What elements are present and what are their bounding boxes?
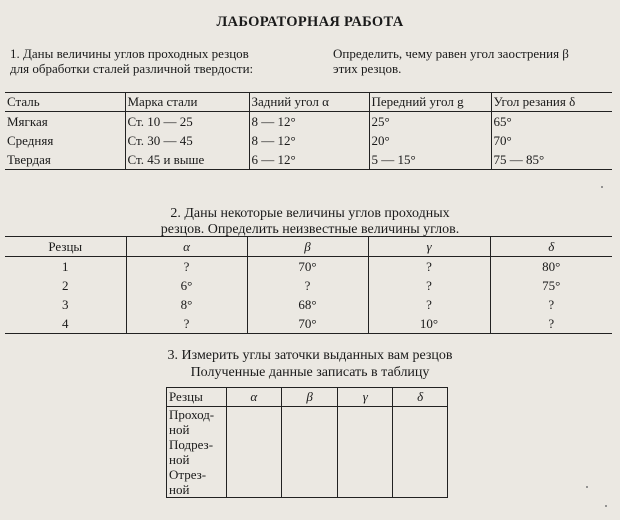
task1-line1: 1. Даны величины углов проходных резцов [10, 46, 249, 61]
table-row [5, 314, 612, 334]
task1-line2: для обработки сталей различной твердости: [10, 61, 254, 76]
table-row [5, 295, 612, 314]
table-cell: 1 [62, 258, 69, 274]
header-cell: Сталь [5, 93, 125, 112]
empty-cell[interactable] [393, 437, 448, 467]
table-cell: 8 — 12° [249, 112, 369, 132]
row-label [167, 437, 227, 467]
empty-cell[interactable] [281, 437, 338, 467]
table-cell: 80° [490, 257, 612, 277]
table-cell: 70° [247, 257, 368, 277]
table-row [167, 437, 448, 467]
table-cell: 8 — 12° [249, 131, 369, 150]
task3-line1: 3. Измерить углы заточки выданных вам резцов [167, 348, 453, 363]
table-cell: 75 — 85° [491, 150, 612, 170]
table-cell: 68° [247, 295, 368, 314]
row-label-line: ной [169, 451, 190, 467]
table-row [5, 257, 612, 277]
table-row [5, 112, 612, 132]
table-cell: 25° [369, 112, 491, 132]
header-cell: β [247, 237, 368, 257]
task3-statement [0, 347, 620, 381]
empty-cell[interactable] [226, 437, 281, 467]
table-row [5, 150, 612, 170]
table-cell: Ст. 30 — 45 [125, 131, 249, 150]
empty-cell[interactable] [281, 467, 338, 498]
task1-question [333, 46, 569, 76]
empty-cell[interactable] [226, 407, 281, 438]
table-cell: ? [126, 257, 247, 277]
empty-cell[interactable] [338, 467, 393, 498]
row-label-line: Подрез- [169, 437, 214, 452]
table-row [5, 276, 612, 295]
table-header-row [5, 93, 612, 112]
table-header-row [5, 237, 612, 257]
table-cell: Твердая [5, 150, 125, 170]
table-row [167, 467, 448, 498]
table-cell: ? [126, 314, 247, 334]
row-label-line: ной [169, 481, 190, 497]
table-cell: 4 [5, 314, 126, 334]
table-cell: ? [490, 314, 612, 334]
paper-speck [605, 505, 607, 507]
table-cell: 6° [126, 276, 247, 295]
table-cell: ? [490, 295, 612, 314]
header-cell: δ [490, 237, 612, 257]
task1-statement [10, 46, 253, 76]
table-cell: Мягкая [7, 113, 48, 129]
task2-statement [0, 206, 620, 238]
header-cell: β [281, 388, 338, 407]
task2-line1: 2. Даны некоторые величины углов проходных [170, 206, 450, 221]
paper-speck [601, 186, 603, 188]
table-cell: 20° [369, 131, 491, 150]
table-cell: 6 — 12° [249, 150, 369, 170]
table-cell: 2 [62, 277, 69, 293]
header-cell: γ [338, 388, 393, 407]
table-cell: Ст. 45 и выше [125, 150, 249, 170]
empty-cell[interactable] [393, 467, 448, 498]
table-cell: Средняя [7, 132, 54, 148]
empty-cell[interactable] [393, 407, 448, 438]
table-cell: 8° [126, 295, 247, 314]
row-label-line: ной [169, 421, 190, 437]
header-cell: α [126, 237, 247, 257]
table-cell: ? [368, 276, 490, 295]
table-cell: ? [368, 257, 490, 277]
task1-question-line1: Определить, чему равен угол заострения β [333, 46, 569, 61]
table-cell: 65° [491, 112, 612, 132]
steel-angles-table [5, 92, 612, 170]
page-title: ЛАБОРАТОРНАЯ РАБОТА [216, 14, 404, 30]
table-cell: 10° [368, 314, 490, 334]
task1-question-line2: этих резцов. [333, 61, 402, 76]
header-cell: Резцы [5, 237, 126, 257]
measurement-table [166, 387, 448, 498]
header-cell: δ [393, 388, 448, 407]
cutter-angles-table [5, 236, 612, 334]
empty-cell[interactable] [338, 437, 393, 467]
row-label-line: Отрез- [169, 467, 207, 482]
paper-speck [586, 486, 588, 488]
header-cell: α [226, 388, 281, 407]
task3-line2: Полученные данные записать в таблицу [190, 365, 430, 380]
header-cell: Марка стали [125, 93, 249, 112]
table-row [5, 131, 612, 150]
empty-cell[interactable] [338, 407, 393, 438]
table-cell: 70° [247, 314, 368, 334]
table-cell: Ст. 10 — 25 [125, 112, 249, 132]
header-cell: Угол резания δ [491, 93, 612, 112]
empty-cell[interactable] [281, 407, 338, 438]
empty-cell[interactable] [226, 467, 281, 498]
table-cell: 70° [491, 131, 612, 150]
table-header-row [167, 388, 448, 407]
table-cell: 75° [490, 276, 612, 295]
row-label [167, 407, 227, 438]
header-cell: γ [368, 237, 490, 257]
header-cell: Резцы [167, 388, 227, 407]
row-label-line: Проход- [169, 407, 215, 422]
table-row [167, 407, 448, 438]
row-label [167, 467, 227, 498]
header-cell: Задний угол α [249, 93, 369, 112]
header-cell: Передний угол g [369, 93, 491, 112]
table-cell: 3 [62, 296, 69, 312]
task2-line2: резцов. Определить неизвестные величины углов. [160, 222, 460, 237]
table-cell: ? [368, 295, 490, 314]
table-cell: ? [247, 276, 368, 295]
table-cell: 5 — 15° [369, 150, 491, 170]
